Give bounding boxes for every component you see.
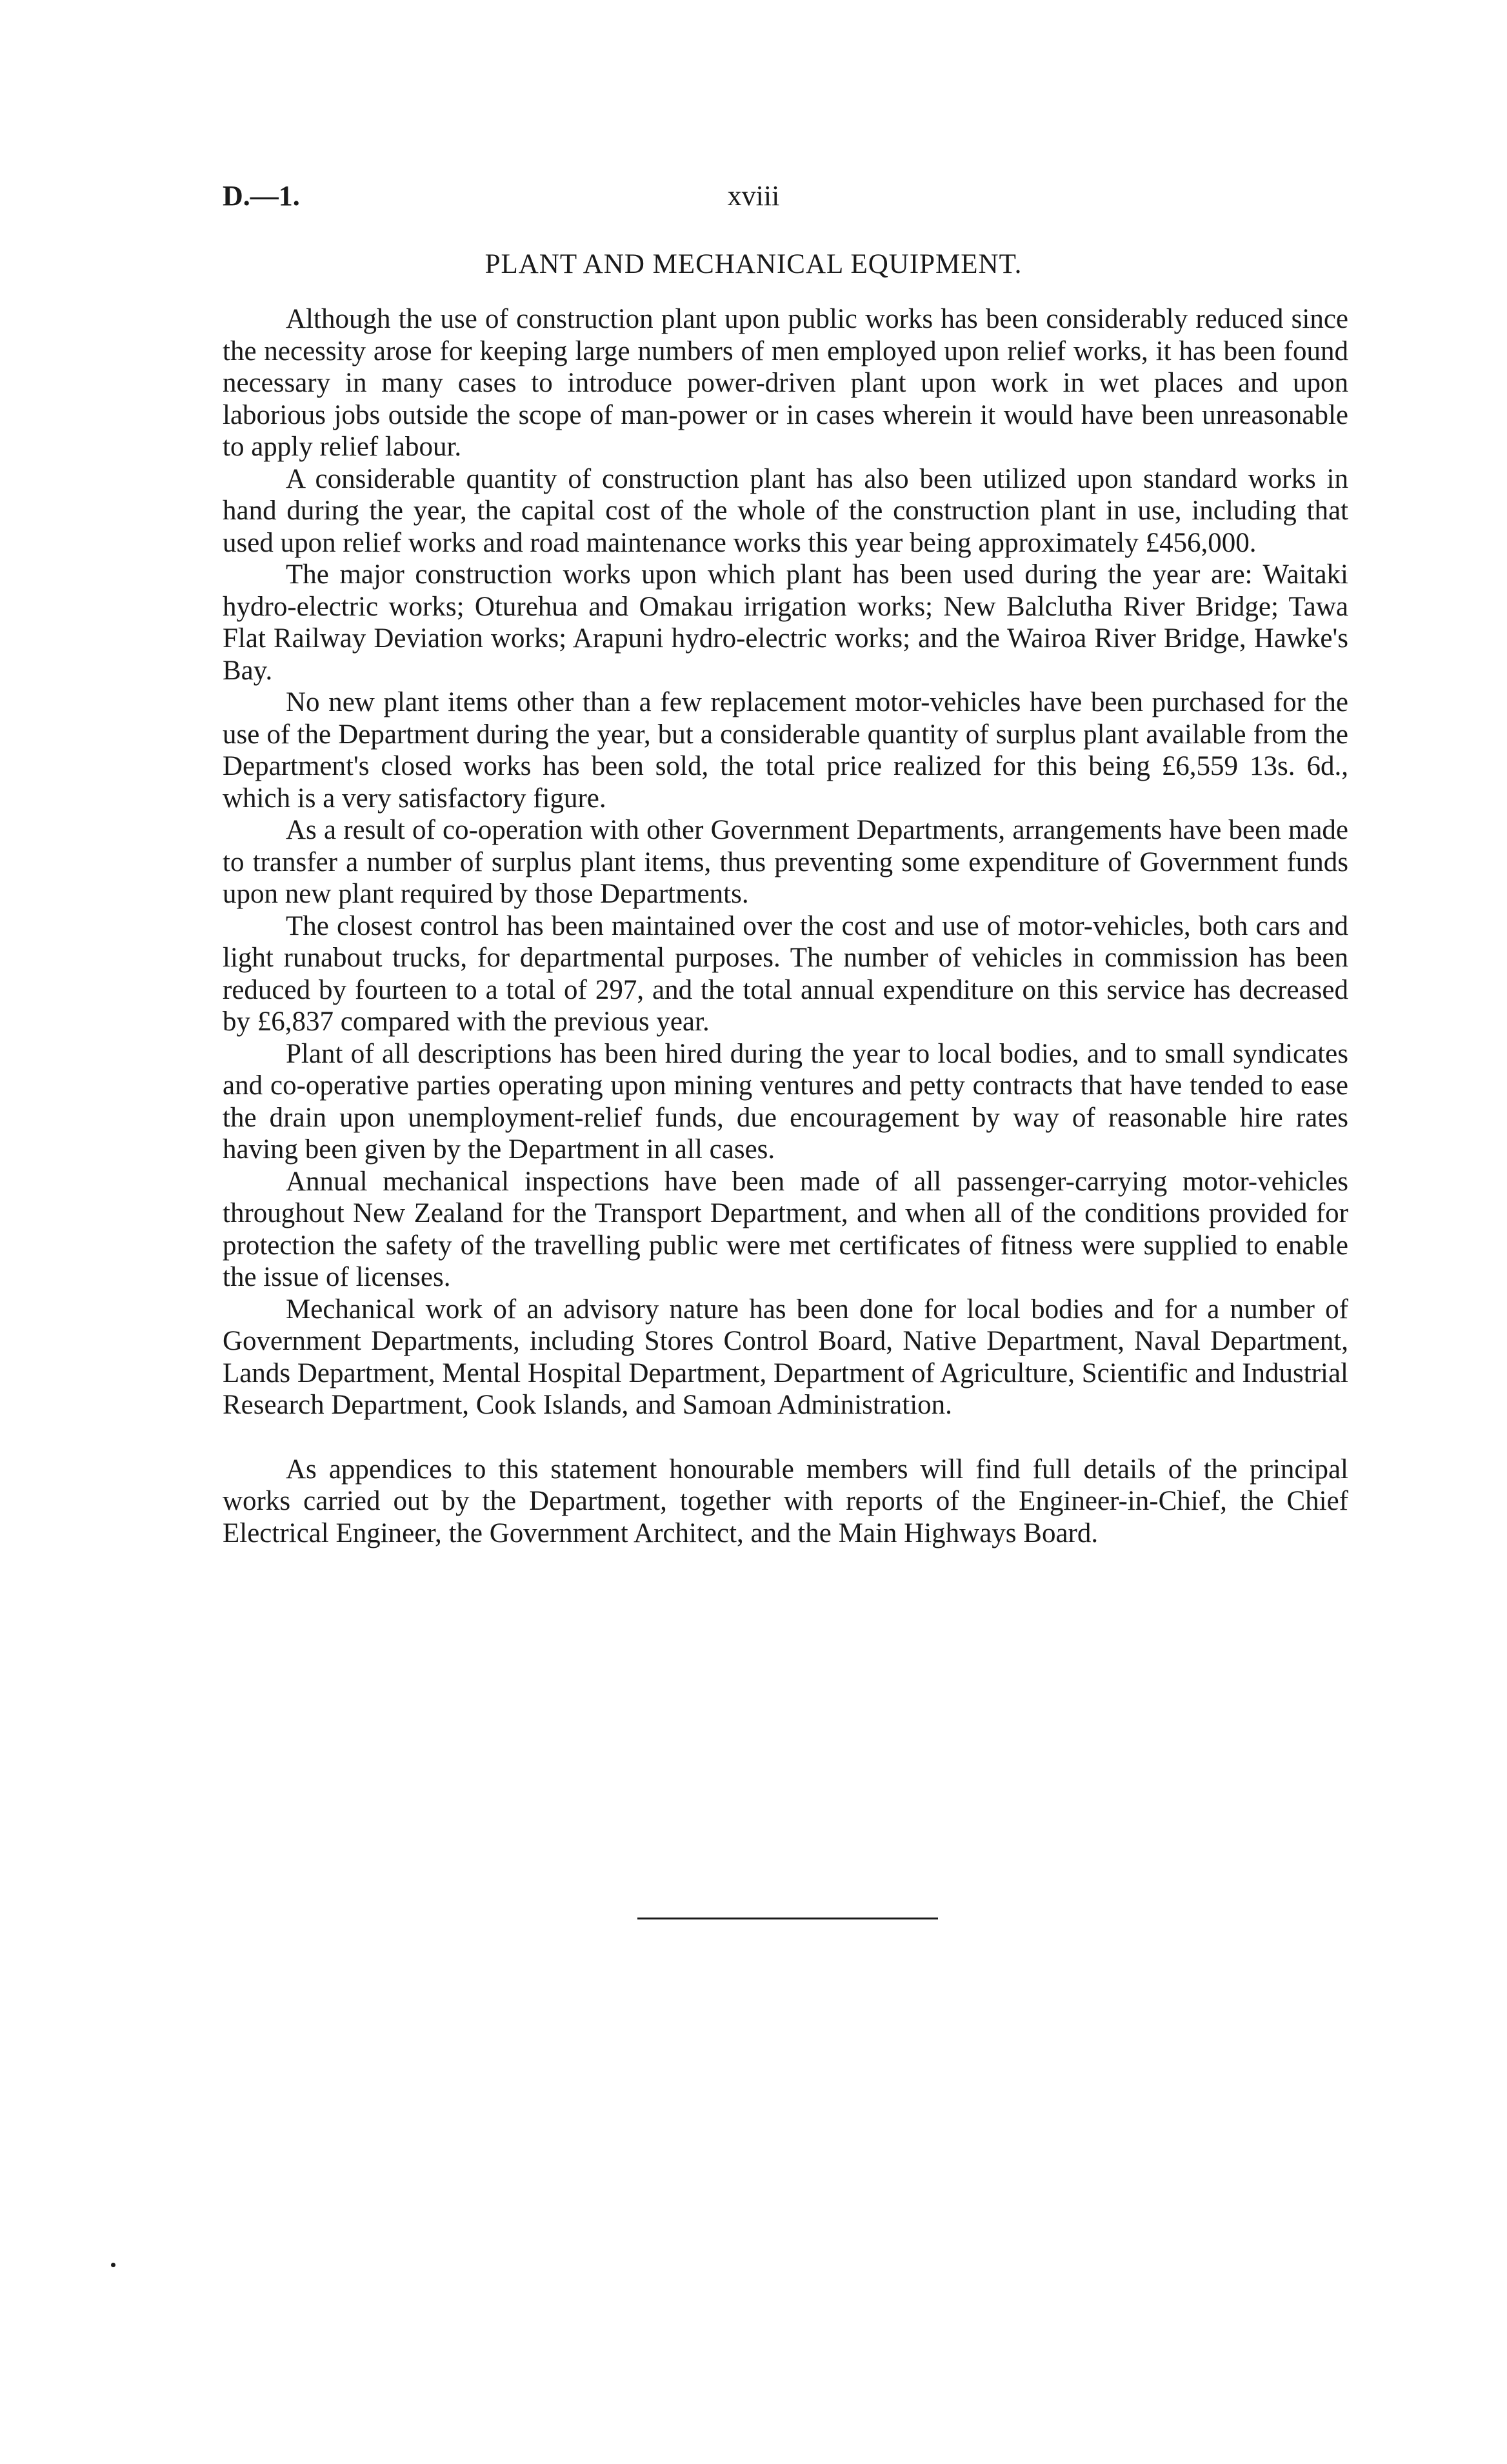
paragraph: As appendices to this statement honourable members will find full details of the principal works carried out by the Department, together with reports of the Engineer-in-Chief, the Chief Electrical Engineer, the Government Architect, and the Main Highways Board. [223,1454,1348,1548]
paragraph: The major construction works upon which plant has been used during the year are: Waitaki hydro-electric works; Oturehua and Omakau irrigation works; New Balclutha River Bridge; Tawa Flat Railway Deviation works; Arapuni hydro-electric works; and the Wairoa River Bridge, Hawke's Bay. [223,559,1348,686]
paragraph: The closest control has been maintained over the cost and use of motor-vehicles, both cars and light runabout trucks, for departmental purposes. The number of vehicles in commission has been reduced by fourteen to a total of 297, and the total annual expenditure on this service has decreased by £6,837 compared with the previous year. [223,910,1348,1037]
print-speck [111,2263,115,2267]
section-title: PLANT AND MECHANICAL EQUIPMENT. [484,249,1023,279]
body-text [223,303,1348,1549]
paragraph: Plant of all descriptions has been hired during the year to local bodies, and to small syndicates and co-operative parties operating upon mining ventures and petty contracts that have tended to ease the drain upon unemployment-relief funds, due encouragement by way of reasonable hire rates having been given by the Department in all cases. [223,1038,1348,1165]
paragraph: Mechanical work of an advisory nature has been done for local bodies and for a number of Government Departments, including Stores Control Board, Native Department, Naval Department, Lands Department, Mental Hospital Department, Department of Agriculture, Scientific and Industrial Research Department, Cook Islands, and Samoan Administration. [223,1294,1348,1420]
paragraph: As a result of co-operation with other Government Departments, arrangements have been made to transfer a number of surplus plant items, thus preventing some expenditure of Government funds upon new plant required by those Departments. [223,815,1348,909]
paragraph: Although the use of construction plant upon public works has been considerably reduced since the necessity arose for keeping large numbers of men employed upon relief works, it has been found necessary in many cases to introduce power-driven plant upon work in wet places and upon laborious jobs outside the scope of man-power or in cases wherein it would have been unreasonable to apply relief labour. [223,304,1348,462]
paragraph: A considerable quantity of construction plant has also been utilized upon standard works in hand during the year, the capital cost of the whole of the construction plant in use, including that used upon relief works and road maintenance works this year being approximately £456,000. [223,463,1348,558]
closing-rule [637,1918,938,1919]
document-reference: D.—1. [223,180,300,212]
paragraph: No new plant items other than a few replacement motor-vehicles have been purchased for the use of the Department during the year, but a considerable quantity of surplus plant available from the Department's closed works has been sold, the total price realized for this being £6,559 13s. 6d., which is a very satisfactory figure. [223,687,1348,814]
page-number: xviii [727,180,780,212]
paragraph: Annual mechanical inspections have been made of all passenger-carrying motor-vehicles throughout New Zealand for the Transport Department, and when all of the conditions provided for protection the safety of the travelling public were met certificates of fitness were supplied to enable the issue of licenses. [223,1166,1348,1292]
